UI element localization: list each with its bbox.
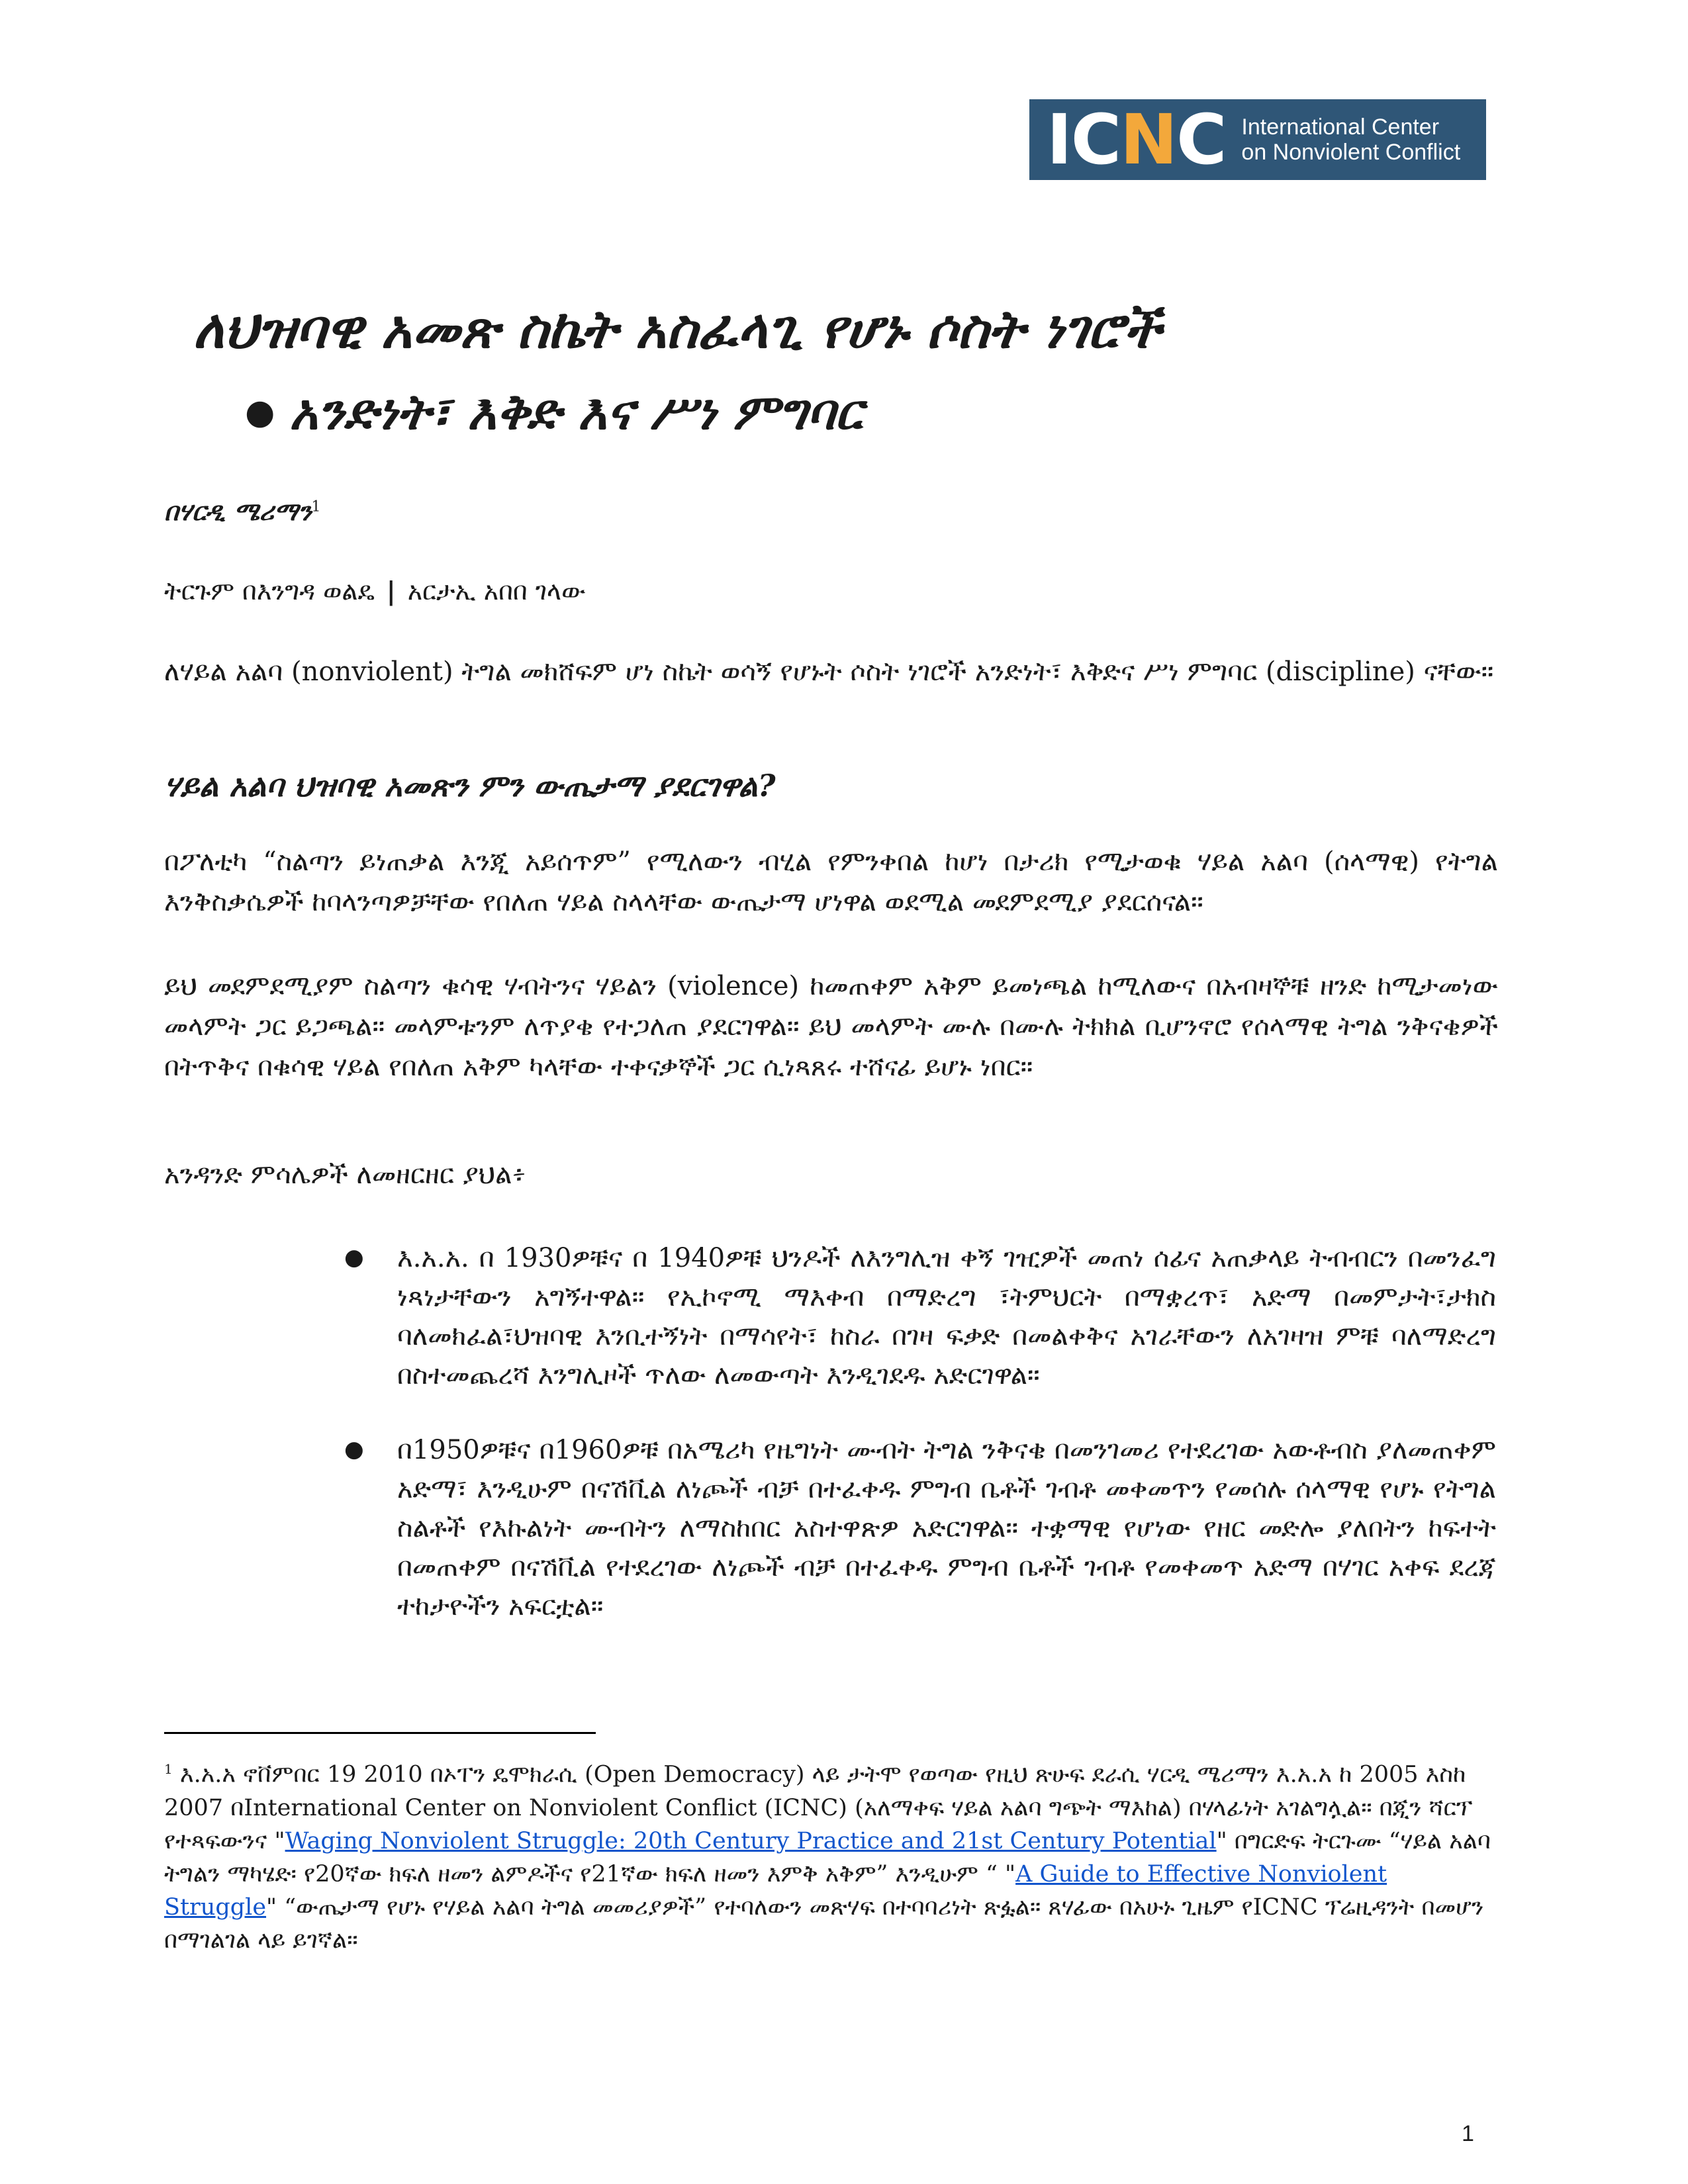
paragraph-2: ይህ መደምደሚያም ስልጣን ቁሳዊ ሃብትንና ሃይልን (violence) ከመጠቀም አቅም ይመነጫል ከሚለውና በአብዛኞቹ ዘንድ ከሚታመነው መላምት ጋር ይጋጫል። መላምቱንም ለጥያቄ የተጋለጠ ያደርገዋል። ይህ መላምት ሙሉ በሙሉ ትክክል ቢሆንኖሮ የሰላማዊ ትግል ንቅናቄዎች በትጥቅና በቁሳዊ ሃይል የበለጠ አቅም ካላቸው ተቀናቃኞች ጋር ሲነጻጸሩ ተሸናፊ ይሆኑ ነበር። (164, 971, 1498, 1082)
logo-line-1: International Center (1241, 114, 1440, 140)
logo-mark: ICNC (1047, 99, 1226, 180)
author-byline (164, 496, 321, 527)
section-heading: ሃይል አልባ ህዝባዊ አመጽን ምን ውጤታማ ያደርገዋል? (164, 768, 776, 803)
author-name: በሃርዲ ሜሪማን (164, 496, 312, 526)
author-footnote-ref[interactable]: 1 (311, 498, 321, 516)
subtitle-bullet: ● (245, 392, 275, 432)
list-bullet: ● (344, 1244, 364, 1271)
icnc-logo (1029, 99, 1486, 180)
logo-line-2: on Nonviolent Conflict (1241, 140, 1461, 165)
footnote-link-guide[interactable]: A Guide to Effective Nonviolent Struggle (164, 1860, 1387, 1921)
subtitle-text: አንድነት፣ እቅድ እና ሥነ ምግባር (289, 384, 863, 441)
footnote-divider (164, 1732, 596, 1734)
footnote-link-waging[interactable]: Waging Nonviolent Struggle: 20th Century Practice and 21st Century Potential (285, 1827, 1217, 1854)
translator-line (164, 576, 586, 606)
footnote-text-1: እ.አ.አ ኖቨምበር 19 2010 በኦፐን ዴሞክራሲ (Open Democracy) ላይ ታትሞ የወጣው የዚህ ጽሁፍ ደራሲ ሃርዲ ሜሪማን እ.አ.አ ከ 2005 እስከ 2007 በInternational Center on Nonviolent Conflict (ICNC) (አለማቀፍ ሃይል አልባ ግጭት ማእከል) በሃላፊነት አገልግሏል። በጂን ሻርፕ የተጻፍውንና " (164, 1761, 1473, 1854)
intro-paragraph: ለሃይል አልባ (nonviolent) ትግል መክሸፍም ሆነ ስኬት ወሳኝ የሆኑት ሶስት ነገሮች አንድነት፣ እቅድና ሥነ ምግባር (discipline) ናቸው። (164, 657, 1494, 687)
list-bullet: ● (344, 1436, 364, 1463)
translator-name: ትርጉም በእንግዳ ወልዴ (164, 576, 375, 606)
examples-intro: አንዳንድ ምሳሌዎች ለመዘርዘር ያህል፥ (164, 1160, 526, 1190)
footnote-number: 1 (164, 1761, 173, 1777)
logo-text (1241, 114, 1460, 165)
list-item: እ.አ.አ. በ 1930ዎቹና በ 1940ዎቹ ህንዶች ለእንግሊዝ ቀኝ ገዢዎች መጠነ ሰፊና አጠቃላይ ትብብርን በመንፈግ ነጻነታቸውን አግኝተዋል። የኢኮኖሚ ማእቀብ በማድረግ ፣ትምህርት በማቋረጥ፣ አድማ በመምታት፣ታክስ ባለመክፈል፣ህዝባዊ እንቢተኝነት በማሳየት፣ ከስራ በገዛ ፍቃድ በመልቀቅና አገራቸውን ለአገዛዝ ምቹ ባለማድረግ በስተመጨረሻ እንግሊዞች ጥለው ለመውጣት እንዲገደዱ አድርገዋል። (397, 1243, 1496, 1390)
page-title: ለህዝባዊ አመጽ ስኬት አስፈላጊ የሆኑ ሶስት ነገሮች (193, 298, 1161, 360)
page-subtitle (245, 384, 863, 441)
footnote-text-3: " “ውጤታማ የሆኑ የሃይል አልባ ትግል መመሪያዎች” የተባለውን መጽሃፍ በተባባሪነት ጽፏል። ጸሃፊው በአሁኑ ጊዜም የICNC ፕሬዚዳንት በመሆን በማገልገል ላይ ይገኛል። (164, 1893, 1484, 1954)
footnote-text-2: " በግርድፍ ትርጉሙ “ሃይል አልባ ትግልን ማካሄድ፡ የ20ኛው ክፍለ ዘመን ልምዶችና የ21ኛው ክፍለ ዘመን እምቅ አቅም” እንዲሁም “ " (164, 1827, 1491, 1888)
editor-name: አርታኢ አበበ ገላው (407, 576, 586, 606)
page-number: 1 (1462, 2121, 1474, 2146)
footnote (164, 1752, 1498, 1957)
credit-separator: | (386, 576, 396, 606)
list-item: በ1950ዎቹና በ1960ዎቹ በአሜሪካ የዜግነት ሙብት ትግል ንቅናቄ በመንገመሪ የተደረገው አውቶብስ ያለመጠቀም አድማ፣ እንዲሁም በናሽቪል ለነጮች ብቻ በተፈቀዱ ምግብ ቤቶች ገብቶ መቀመጥን የመሰሉ ሰላማዊ የሆኑ የትግል ስልቶች የእኩልነት ሙብትን ለማስከበር አስተዋጽዎ አድርገዋል። ተቋማዊ የሆነው የዘር መድሎ ያለበትን ከፍተት በመጠቀም በናሽቪል የተደረገው ለነጮች ብቻ በተፈቀዱ ምግብ ቤቶች ገብቶ የመቀመጥ አድማ በሃገር አቀፍ ደረጃ ተከታዮችን አፍርቷል። (397, 1435, 1496, 1621)
paragraph-1: በፖለቲካ “ስልጣን ይነጠቃል እንጂ አይሰጥም” የሚለውን ብሂል የምንቀበል ከሆነ በታሪክ የሚታወቁ ሃይል አልባ (ሰላማዊ) የትግል እንቅስቃሴዎች ከባላንጣዎቻቸው የበለጠ ሃይል ስላላቸው ውጤታማ ሆነዋል ወደሚል መደምደሚያ ያደርሰናል። (164, 846, 1498, 917)
